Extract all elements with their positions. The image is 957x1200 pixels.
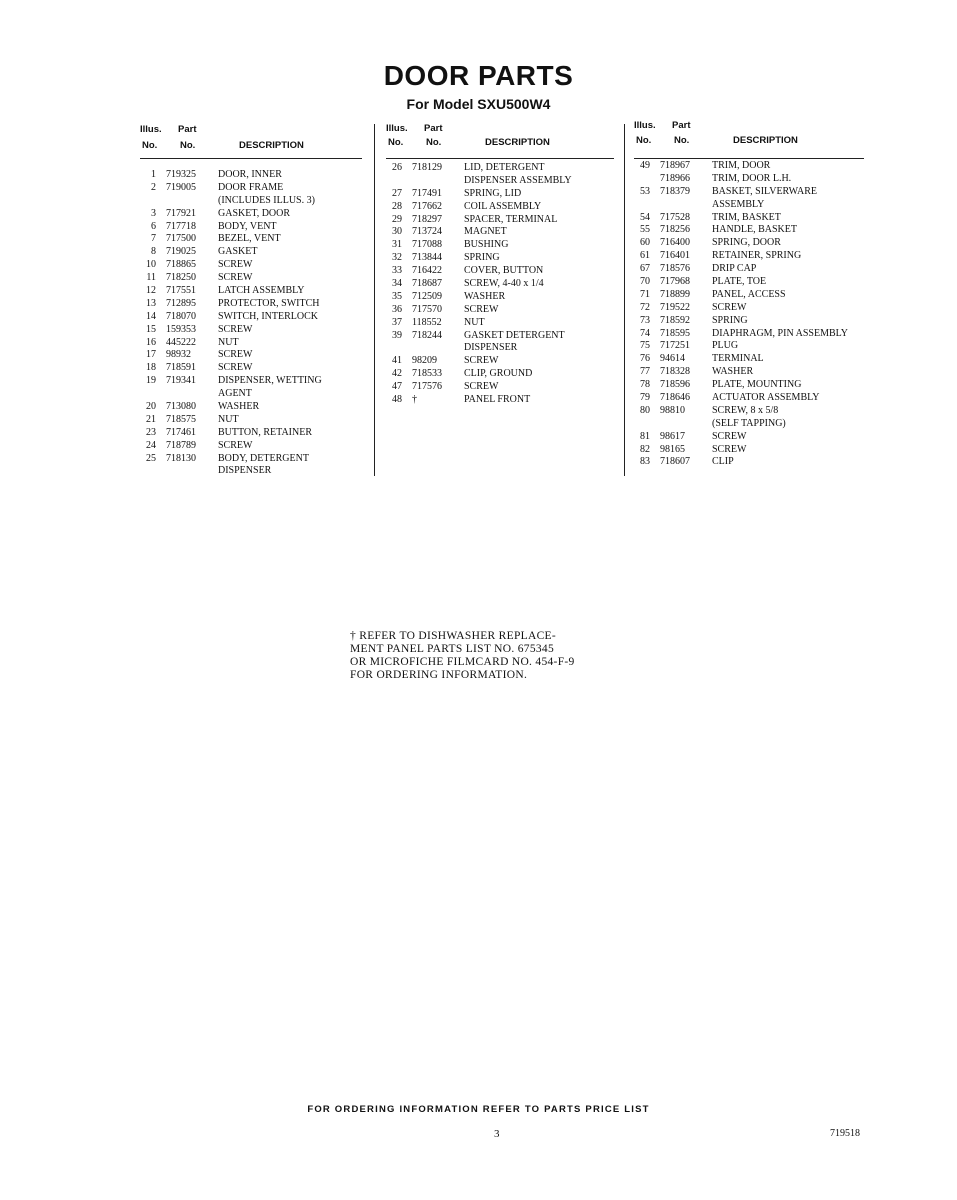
part-number: 718256 [660, 224, 690, 236]
column-divider [374, 124, 375, 476]
header-description: DESCRIPTION [733, 135, 798, 146]
table-row [386, 304, 614, 317]
part-description: SPRING [712, 314, 748, 326]
column-divider [624, 124, 625, 476]
table-row [386, 265, 614, 278]
part-description: SCREW [464, 303, 499, 315]
illus-number: 67 [640, 263, 650, 275]
table-row [634, 302, 864, 315]
part-description: TRIM, DOOR L.H. [712, 172, 792, 184]
note-line: FOR ORDERING INFORMATION. [350, 669, 528, 681]
illus-number: 74 [640, 327, 650, 339]
illus-number: 72 [640, 301, 650, 313]
table-row [386, 381, 614, 394]
illus-number: 24 [146, 439, 156, 451]
part-description: CLIP, GROUND [464, 368, 533, 380]
table-row [140, 362, 362, 375]
table-row [634, 444, 864, 457]
table-row [634, 186, 864, 199]
part-number: 717491 [412, 187, 442, 199]
part-number: 717968 [660, 276, 690, 288]
parts-column-3 [634, 120, 864, 469]
illus-number: 23 [146, 426, 156, 438]
part-number: 717528 [660, 211, 690, 223]
part-description: SCREW [712, 301, 747, 313]
part-number: 718687 [412, 278, 442, 290]
illus-number: 78 [640, 379, 650, 391]
part-description: GASKET [218, 246, 258, 258]
part-number: 719325 [166, 169, 196, 180]
part-description: SCREW [218, 362, 253, 374]
table-row [634, 173, 864, 186]
part-description: SCREW [464, 381, 499, 393]
illus-number: 60 [640, 237, 650, 249]
illus-number: 14 [146, 310, 156, 322]
part-number: 719025 [166, 246, 196, 258]
illus-number: 53 [640, 185, 650, 197]
illus-number: 11 [146, 272, 156, 284]
part-number: 718070 [166, 310, 196, 322]
table-row [140, 182, 362, 195]
table-row [634, 456, 864, 469]
part-description: DRIP CAP [712, 263, 757, 275]
part-number: 718592 [660, 314, 690, 326]
part-number: 98617 [660, 430, 685, 442]
illus-number: 21 [146, 413, 156, 425]
part-number: 718899 [660, 288, 690, 300]
part-description: CLIP [712, 456, 734, 468]
illus-number: 6 [151, 220, 156, 232]
part-number: 717718 [166, 220, 196, 232]
illus-number: 37 [392, 316, 402, 328]
table-row [140, 285, 362, 298]
part-description: SCREW [712, 443, 747, 455]
column-header [386, 120, 614, 159]
table-row [140, 272, 362, 285]
part-description: DISPENSER, WETTING [218, 375, 322, 387]
column-header [140, 120, 362, 159]
part-description: ASSEMBLY [712, 198, 765, 210]
part-number: 717662 [412, 200, 442, 212]
part-number: 717921 [166, 207, 196, 219]
page-number: 3 [494, 1128, 500, 1140]
parts-rows [634, 160, 864, 469]
table-row [386, 317, 614, 330]
part-number: 716400 [660, 237, 690, 249]
table-row [140, 195, 362, 208]
part-number: 718328 [660, 366, 690, 378]
illus-number: 77 [640, 366, 650, 378]
part-number: 716401 [660, 250, 690, 262]
table-row [634, 379, 864, 392]
table-row [634, 405, 864, 418]
header-illus-bottom: No. [388, 137, 404, 148]
table-row [386, 368, 614, 381]
part-number: 712509 [412, 290, 442, 302]
table-row [386, 175, 614, 188]
part-description: SCREW [464, 355, 499, 367]
illus-number: 41 [392, 355, 402, 367]
table-row [140, 401, 362, 414]
illus-number: 81 [640, 430, 650, 442]
illus-number: 70 [640, 276, 650, 288]
part-description: SCREW [218, 349, 253, 361]
table-row [386, 355, 614, 368]
illus-number: 42 [392, 368, 402, 380]
part-number: 98932 [166, 349, 191, 361]
illus-number: 83 [640, 456, 650, 468]
table-row [386, 239, 614, 252]
part-number: 713724 [412, 226, 442, 238]
illus-number: 29 [392, 213, 402, 225]
illus-number: 34 [392, 278, 402, 290]
table-row [140, 453, 362, 466]
part-number: 445222 [166, 336, 196, 348]
illus-number: 7 [151, 233, 156, 245]
part-number: 716422 [412, 265, 442, 277]
part-description: DIAPHRAGM, PIN ASSEMBLY [712, 327, 848, 339]
table-row [634, 431, 864, 444]
part-description: DISPENSER ASSEMBLY [464, 174, 572, 186]
illus-number: 13 [146, 297, 156, 309]
part-description: DOOR, INNER [218, 169, 282, 180]
illus-number: 36 [392, 303, 402, 315]
part-number: 98165 [660, 443, 685, 455]
note-line: OR MICROFICHE FILMCARD NO. 454-F-9 [350, 656, 575, 668]
table-row [140, 465, 362, 478]
part-description: WASHER [712, 366, 754, 378]
table-row [634, 160, 864, 173]
part-number: 717251 [660, 340, 690, 352]
illus-number: 71 [640, 288, 650, 300]
illus-number: 2 [151, 181, 156, 193]
table-row [634, 340, 864, 353]
header-description: DESCRIPTION [485, 137, 550, 148]
part-description: SCREW [712, 430, 747, 442]
part-number: 718607 [660, 456, 690, 468]
illus-number: 76 [640, 353, 650, 365]
header-part-bottom: No. [426, 137, 442, 148]
header-illus-top: Illus. [386, 123, 408, 134]
illus-number: 16 [146, 336, 156, 348]
part-number: 718646 [660, 392, 690, 404]
table-row [140, 349, 362, 362]
header-part-top: Part [672, 120, 691, 131]
part-number: 717570 [412, 303, 442, 315]
part-description: PANEL, ACCESS [712, 288, 786, 300]
illus-number: 27 [392, 187, 402, 199]
part-number: 718297 [412, 213, 442, 225]
part-description: BEZEL, VENT [218, 233, 281, 245]
part-description: SPRING, DOOR [712, 237, 781, 249]
illus-number: 8 [151, 246, 156, 258]
note-line: MENT PANEL PARTS LIST NO. 675345 [350, 643, 555, 655]
parts-column-2 [386, 120, 614, 407]
illus-number: 31 [392, 239, 402, 251]
part-description: RETAINER, SPRING [712, 250, 802, 262]
part-description: HANDLE, BASKET [712, 224, 797, 236]
illus-number: 39 [392, 329, 402, 341]
part-description: (SELF TAPPING) [712, 417, 786, 429]
illus-number: 12 [146, 285, 156, 297]
table-row [140, 221, 362, 234]
part-description: (INCLUDES ILLUS. 3) [218, 194, 315, 206]
parts-column-1 [140, 120, 362, 478]
part-description: NUT [218, 336, 239, 348]
part-description: MAGNET [464, 226, 507, 238]
header-illus-bottom: No. [142, 140, 158, 151]
table-row [634, 366, 864, 379]
illus-number: 54 [640, 211, 650, 223]
table-row [634, 224, 864, 237]
table-row [386, 342, 614, 355]
table-row [634, 289, 864, 302]
column-header [634, 120, 864, 159]
part-description: NUT [218, 413, 239, 425]
part-number: 718595 [660, 327, 690, 339]
part-description: DOOR FRAME [218, 181, 284, 193]
illus-number: 32 [392, 252, 402, 264]
part-number: 717500 [166, 233, 196, 245]
header-part-bottom: No. [674, 135, 690, 146]
illus-number: 19 [146, 375, 156, 387]
part-description: BUTTON, RETAINER [218, 426, 313, 438]
illus-number: 80 [640, 404, 650, 416]
part-description: NUT [464, 316, 485, 328]
part-number: 718967 [660, 160, 690, 171]
illus-number: 15 [146, 323, 156, 335]
table-row [140, 298, 362, 311]
part-number: 718379 [660, 185, 690, 197]
parts-rows [140, 169, 362, 478]
part-description: SCREW [218, 323, 253, 335]
illus-number: 33 [392, 265, 402, 277]
ordering-footer: FOR ORDERING INFORMATION REFER TO PARTS PRICE LIST [307, 1104, 650, 1115]
part-description: BUSHING [464, 239, 509, 251]
part-number: 719341 [166, 375, 196, 387]
header-illus-top: Illus. [140, 124, 162, 135]
part-number: 718129 [412, 162, 442, 173]
illus-number: 30 [392, 226, 402, 238]
part-description: GASKET, DOOR [218, 207, 291, 219]
part-description: TRIM, BASKET [712, 211, 781, 223]
part-description: SCREW [218, 272, 253, 284]
table-row [386, 394, 614, 407]
part-number: † [412, 394, 417, 406]
part-description: WASHER [218, 401, 260, 413]
part-description: WASHER [464, 290, 506, 302]
part-description: SWITCH, INTERLOCK [218, 310, 318, 322]
illus-number: 49 [640, 160, 650, 171]
page-subtitle: For Model SXU500W4 [406, 96, 551, 112]
illus-number: 18 [146, 362, 156, 374]
part-number: 159353 [166, 323, 196, 335]
part-number: 712895 [166, 297, 196, 309]
table-row [140, 324, 362, 337]
table-row [386, 188, 614, 201]
illus-number: 48 [392, 394, 402, 406]
part-description: TERMINAL [712, 353, 764, 365]
part-number: 713844 [412, 252, 442, 264]
part-description: DISPENSER [464, 342, 518, 354]
part-number: 718591 [166, 362, 196, 374]
illus-number: 47 [392, 381, 402, 393]
part-number: 717551 [166, 285, 196, 297]
part-number: 94614 [660, 353, 685, 365]
table-row [140, 259, 362, 272]
part-number: 717461 [166, 426, 196, 438]
part-number: 713080 [166, 401, 196, 413]
table-row [634, 199, 864, 212]
part-number: 98810 [660, 404, 685, 416]
part-description: PLUG [712, 340, 739, 352]
part-number: 718575 [166, 413, 196, 425]
part-number: 719522 [660, 301, 690, 313]
table-row [634, 315, 864, 328]
header-part-bottom: No. [180, 140, 196, 151]
part-description: BODY, VENT [218, 220, 277, 232]
illus-number: 79 [640, 392, 650, 404]
illus-number: 26 [392, 162, 402, 173]
part-description: LID, DETERGENT [464, 162, 545, 173]
illus-number: 28 [392, 200, 402, 212]
illus-number: 25 [146, 452, 156, 464]
part-number: 718533 [412, 368, 442, 380]
header-illus-top: Illus. [634, 120, 656, 131]
part-number: 717576 [412, 381, 442, 393]
part-description: SPRING [464, 252, 500, 264]
table-row [140, 246, 362, 259]
illus-number: 82 [640, 443, 650, 455]
parts-rows [386, 162, 614, 407]
table-row [634, 392, 864, 405]
part-number: 717088 [412, 239, 442, 251]
part-description: TRIM, DOOR [712, 160, 771, 171]
part-description: BASKET, SILVERWARE [712, 185, 818, 197]
table-row [634, 237, 864, 250]
table-row [140, 233, 362, 246]
illus-number: 55 [640, 224, 650, 236]
table-row [386, 252, 614, 265]
part-description: LATCH ASSEMBLY [218, 285, 305, 297]
illus-number: 17 [146, 349, 156, 361]
header-part-top: Part [178, 124, 197, 135]
part-number: 718865 [166, 259, 196, 271]
table-row [140, 388, 362, 401]
part-number: 718130 [166, 452, 196, 464]
table-row [634, 212, 864, 225]
part-number: 718596 [660, 379, 690, 391]
illus-number: 75 [640, 340, 650, 352]
illus-number: 35 [392, 290, 402, 302]
part-description: DISPENSER [218, 465, 272, 477]
table-row [140, 375, 362, 388]
part-number: 718250 [166, 272, 196, 284]
part-description: SCREW [218, 439, 253, 451]
part-description: BODY, DETERGENT [218, 452, 309, 464]
part-number: 118552 [412, 316, 442, 328]
part-number: 718789 [166, 439, 196, 451]
note-line: † REFER TO DISHWASHER REPLACE- [350, 630, 557, 642]
part-number: 718244 [412, 329, 442, 341]
part-number: 718966 [660, 172, 690, 184]
document-number: 719518 [830, 1128, 860, 1139]
part-description: SCREW, 8 x 5/8 [712, 404, 779, 416]
table-row [140, 440, 362, 453]
header-description: DESCRIPTION [239, 140, 304, 151]
table-row [140, 208, 362, 221]
table-row [386, 330, 614, 343]
part-description: PROTECTOR, SWITCH [218, 297, 320, 309]
table-row [634, 328, 864, 341]
panel-reference-note [350, 630, 650, 682]
part-description: COVER, BUTTON [464, 265, 544, 277]
table-row [386, 162, 614, 175]
table-row [634, 276, 864, 289]
table-row [140, 427, 362, 440]
part-description: GASKET DETERGENT [464, 329, 565, 341]
illus-number: 3 [151, 207, 156, 219]
illus-number: 20 [146, 401, 156, 413]
header-illus-bottom: No. [636, 135, 652, 146]
part-description: SCREW [218, 259, 253, 271]
part-description: ACTUATOR ASSEMBLY [712, 392, 820, 404]
illus-number: 10 [146, 259, 156, 271]
part-description: COIL ASSEMBLY [464, 200, 542, 212]
part-description: SPACER, TERMINAL [464, 213, 558, 225]
page-title: DOOR PARTS [383, 60, 574, 91]
table-row [140, 311, 362, 324]
part-description: SCREW, 4-40 x 1/4 [464, 278, 544, 290]
table-row [386, 214, 614, 227]
illus-number: 73 [640, 314, 650, 326]
table-row [634, 418, 864, 431]
part-description: PLATE, MOUNTING [712, 379, 802, 391]
table-row [140, 414, 362, 427]
table-row [386, 226, 614, 239]
table-row [634, 263, 864, 276]
part-number: 98209 [412, 355, 437, 367]
part-description: AGENT [218, 388, 252, 400]
table-row [140, 169, 362, 182]
header-part-top: Part [424, 123, 443, 134]
illus-number: 1 [151, 169, 156, 180]
table-row [140, 337, 362, 350]
part-number: 719005 [166, 181, 196, 193]
illus-number: 61 [640, 250, 650, 262]
table-row [386, 278, 614, 291]
part-description: PANEL FRONT [464, 394, 531, 406]
table-row [386, 291, 614, 304]
table-row [386, 201, 614, 214]
table-row [634, 250, 864, 263]
part-number: 718576 [660, 263, 690, 275]
part-description: SPRING, LID [464, 187, 522, 199]
table-row [634, 353, 864, 366]
part-description: PLATE, TOE [712, 276, 767, 288]
